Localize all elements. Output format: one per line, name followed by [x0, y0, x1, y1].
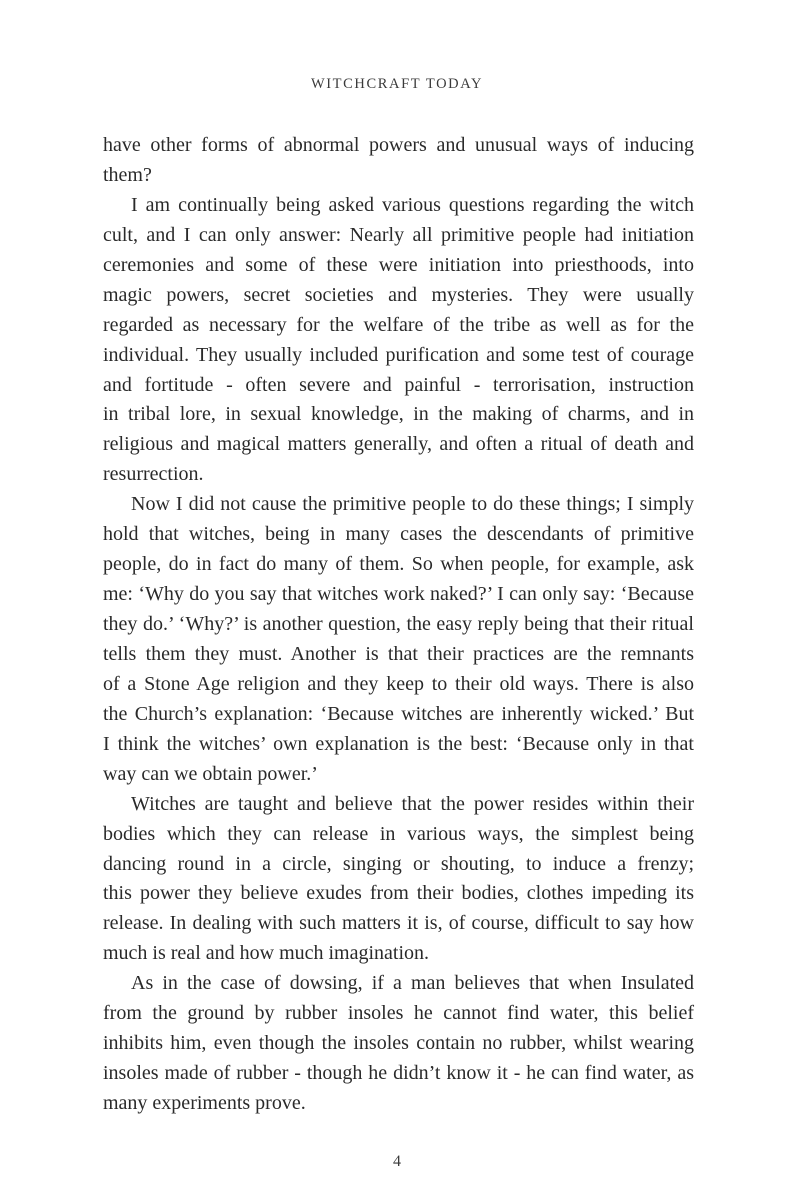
paragraph [103, 131, 694, 191]
text-line: they do.’ ‘Why?’ is another question, the easy reply being that their ritual [103, 613, 694, 635]
page-number: 4 [393, 1153, 401, 1170]
text-line: way can we obtain power.’ [103, 762, 318, 785]
text-line: magic powers, secret societies and mysteries. They were usually [103, 283, 694, 306]
text-line: and fortitude - often severe and painful - terrorisation, instruction [103, 373, 694, 396]
text-line: much is real and how much imagination. [103, 942, 430, 965]
text-line: I am continually being asked various questions regarding the witch [131, 193, 694, 216]
text-line: I think the witches’ own explanation is the best: ‘Because only in that [103, 732, 694, 755]
text-line: the Church’s explanation: ‘Because witches are inherently wicked.’ But [103, 702, 694, 725]
paragraph [103, 969, 694, 1119]
text-line: them? [103, 163, 152, 186]
text-line: inhibits him, even though the insoles contain no rubber, whilst wearing [103, 1032, 694, 1055]
running-head: WITCHCRAFT TODAY [310, 76, 484, 92]
text-line: Witches are taught and believe that the power resides within their [131, 792, 694, 815]
text-line: individual. They usually included purification and some test of courage [103, 343, 694, 366]
text-line: of a Stone Age religion and they keep to their old ways. There is also [103, 672, 694, 695]
text-line: insoles made of rubber - though he didn’t know it - he can find water, as [103, 1062, 694, 1085]
text-line: religious and magical matters generally, and often a ritual of death and [103, 433, 694, 456]
text-line: dancing round in a circle, singing or shouting, to induce a frenzy; [103, 852, 694, 875]
paragraph [103, 191, 694, 490]
paragraph [103, 790, 694, 970]
text-line: in tribal lore, in sexual knowledge, in the making of charms, and in [103, 403, 694, 426]
text-line: bodies which they can release in various ways, the simplest being [103, 822, 694, 845]
text-line: Now I did not cause the primitive people to do these things; I simply [131, 493, 694, 516]
text-line: me: ‘Why do you say that witches work naked?’ I can only say: ‘Because [103, 583, 694, 606]
text-line: cult, and I can only answer: Nearly all primitive people had initiation [103, 223, 694, 246]
text-line: many experiments prove. [103, 1092, 306, 1114]
text-line: from the ground by rubber insoles he cannot find water, this belief [103, 1002, 694, 1025]
text-line: As in the case of dowsing, if a man believes that when Insulated [131, 972, 694, 995]
body-text [103, 131, 694, 1119]
text-line: regarded as necessary for the welfare of the tribe as well as for the [103, 313, 694, 336]
text-line: ceremonies and some of these were initiation into priesthoods, into [103, 253, 694, 276]
text-line: hold that witches, being in many cases the descendants of primitive [103, 523, 694, 546]
text-line: tells them they must. Another is that their practices are the remnants [103, 642, 694, 665]
text-line: resurrection. [103, 463, 204, 486]
text-line: people, do in fact do many of them. So when people, for example, ask [103, 553, 694, 576]
text-line: release. In dealing with such matters it is, of course, difficult to say how [103, 912, 694, 935]
paragraph [103, 490, 694, 789]
text-line: this power they believe exudes from their bodies, clothes impeding its [103, 882, 694, 905]
text-line: have other forms of abnormal powers and unusual ways of inducing [103, 134, 694, 156]
